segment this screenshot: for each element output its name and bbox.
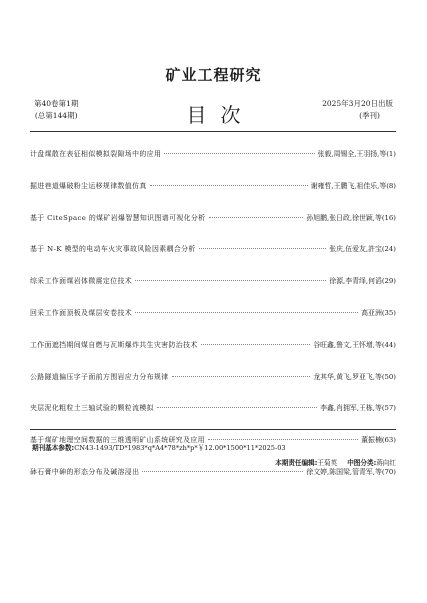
params-label: 期刊基本参数: — [32, 444, 75, 452]
toc-authors-page: 李鑫,肖拥军,王栋,等(57) — [320, 404, 396, 413]
contents-heading: 目次 — [186, 103, 255, 127]
toc-title: 综采工作面煤岩体微震定位技术 — [30, 277, 133, 286]
editor-credits — [275, 457, 396, 467]
issue-info-right — [322, 98, 393, 122]
leader-dots — [199, 248, 327, 249]
proof-label: 中图分类: — [347, 459, 377, 467]
toc-entry[interactable] — [30, 180, 396, 212]
total-issue: (总第144期) — [34, 111, 78, 120]
toc-title: 公路隧道偏压字子面前方围岩应力分布规律 — [30, 372, 169, 381]
journal-parameters — [32, 442, 286, 452]
toc-authors-page: 谷旺鑫,鲁文,王怀增,等(44) — [313, 340, 396, 349]
footer-divider — [30, 429, 396, 430]
toc-entry[interactable] — [30, 339, 396, 371]
leader-dots — [135, 280, 326, 281]
toc-title: 基于 CiteSpace 的煤矿岩爆智慧知识图谱可视化分析 — [30, 213, 206, 222]
toc-authors-page: 徐文婷,陈国梁,管青军,等(70) — [306, 467, 396, 476]
leader-dots — [157, 407, 317, 408]
leader-dots — [150, 185, 308, 186]
toc-entry[interactable] — [30, 466, 396, 498]
toc-entry[interactable] — [30, 212, 396, 244]
toc-authors-page: 高亚洲(35) — [361, 308, 396, 317]
params-value: CN43-1493/TD*1983*q*A4*78*zh*p*￥12.00*1500*11*2025-03 — [74, 444, 286, 452]
toc-entry[interactable] — [30, 371, 396, 403]
toc-authors-page: 孙旭鹏,张日政,徐世颖,等(16) — [306, 213, 396, 222]
toc-entry[interactable] — [30, 307, 396, 339]
leader-dots — [208, 439, 358, 440]
toc-title: 计盘煤散在表征相似模拟裂隙场中的应用 — [30, 150, 162, 158]
toc-authors-page: 谢雍哲,王鹏飞,祖佳乐,等(8) — [310, 181, 396, 190]
leader-dots — [201, 344, 311, 345]
toc-entry[interactable] — [30, 275, 396, 307]
toc-authors-page: 徐源,李青绎,何滔(29) — [329, 277, 396, 286]
toc-title: 工作面遮挡期间煤自燃与瓦斯爆炸共生灾害防治技术 — [30, 340, 198, 349]
toc-title: 回采工作面顶板及煤层安卷技术 — [30, 308, 133, 317]
toc-title: 基于煤矿地理空间数据的三维透明矿山系统研究及应用 — [30, 436, 205, 445]
editor-name: 王菊英 — [317, 459, 338, 467]
toc-title: 掘进巷道爆破粉尘运移规律数值仿真 — [30, 181, 147, 190]
toc-entry[interactable] — [30, 243, 396, 275]
publication-date: 2025年3月20日出版 — [322, 99, 393, 108]
leader-dots — [172, 376, 311, 377]
toc-title: 基于 N-K 模型的电动车火灾事故风险因素耦合分析 — [30, 245, 196, 254]
leader-dots — [135, 312, 358, 313]
publication-frequency: (季刊) — [359, 111, 380, 120]
editor-label: 本期责任编辑: — [275, 459, 318, 467]
journal-title: 矿业工程研究 — [165, 66, 262, 84]
toc-authors-page: 董振楠(63) — [361, 436, 396, 445]
volume-issue: 第40卷第1期 — [34, 99, 79, 108]
leader-dots — [142, 471, 303, 472]
toc-title: 砵石膏中砷的形态分布及碱溶浸出 — [30, 467, 140, 476]
leader-dots — [209, 217, 304, 218]
toc-authors-page: 张庆,伍爱友,許宝(24) — [329, 245, 396, 254]
leader-dots — [164, 153, 314, 154]
toc-authors-page: 龙其华,黄飞,罗亚飞,等(50) — [313, 372, 396, 381]
proof-name: 蒋向红 — [376, 459, 396, 467]
toc-entry[interactable] — [30, 148, 396, 180]
toc-authors-page: 张毅,周锡全,王羽扬,等(1) — [317, 150, 396, 158]
toc-title: 夹层泥化粗粒土三轴试验的颗粒流模拟 — [30, 404, 154, 413]
header-divider — [30, 131, 396, 132]
